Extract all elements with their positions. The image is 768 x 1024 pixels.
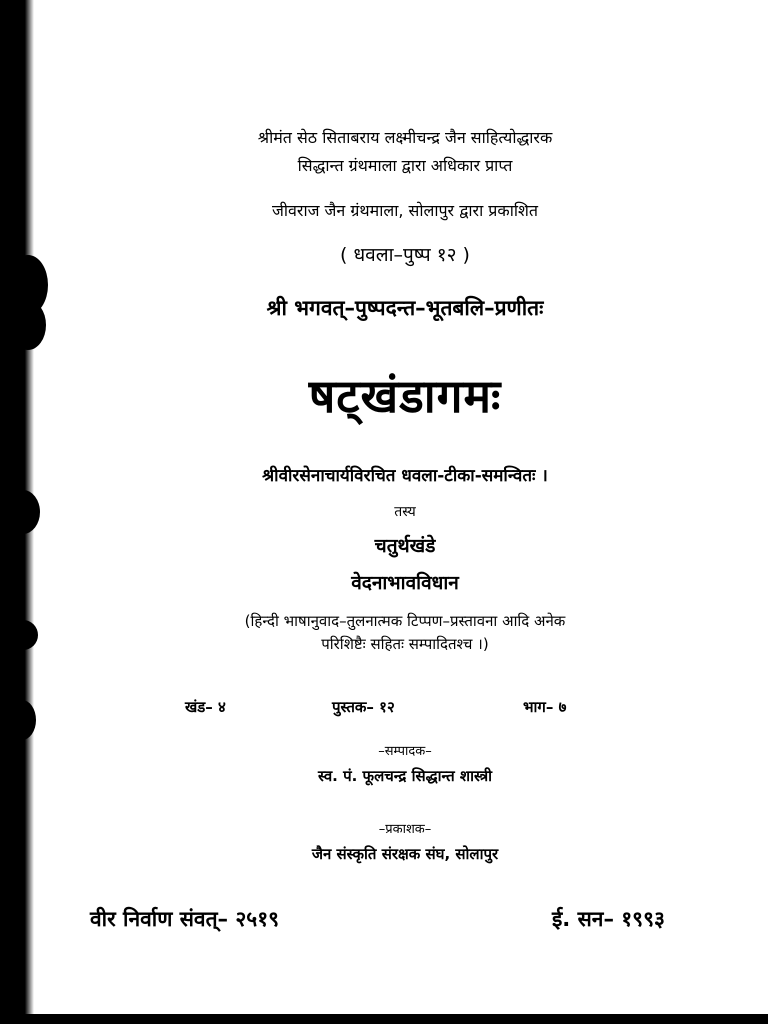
publisher-name: जैन संस्कृति संरक्षक संघ, सोलापुर (311, 845, 499, 863)
scan-ink-blot (8, 620, 38, 650)
publication-line-2: सिद्धान्त ग्रंथमाला द्वारा अधिकार प्राप्त (297, 156, 513, 175)
tasya-text: तस्य (394, 504, 416, 520)
series-label: ( धवला–पुष्प १२ ) (340, 244, 470, 266)
volume-khand: खंड– ४ (185, 698, 226, 716)
notes-line-1: (हिन्दी भाषानुवाद–तुलनात्मक टिप्पण–प्रस्तावना आदि अनेक (244, 612, 566, 630)
editor-label: –सम्पादक– (378, 744, 432, 759)
isvi-year: ई. सन– १९९३ (552, 907, 665, 931)
scan-ink-blot (6, 490, 40, 534)
scan-ink-blot (10, 300, 46, 350)
vir-nirvan-year: वीर निर्वाण संवत्– २५१९ (90, 907, 280, 931)
publisher-label: –प्रकाशक– (378, 822, 432, 837)
publication-line-1: श्रीमंत सेठ सिताबराय लक्ष्मीचन्द्र जैन साहित्योद्धारक (257, 128, 553, 147)
editor-name: स्व. पं. फूलचन्द्र सिद्धान्त शास्त्री (318, 767, 492, 785)
publication-line-3: जीवराज जैन ग्रंथमाला, सोलापुर द्वारा प्रकाशित (272, 201, 538, 220)
author-line: श्री भगवत्–पुष्पदन्त–भूतबलि–प्रणीतः (266, 296, 544, 320)
section-heading: वेदनाभावविधान (351, 572, 459, 594)
khand-heading: चतुर्थखंडे (374, 535, 436, 557)
commentary-line: श्रीवीरसेनाचार्यविरचित धवला-टीका-समन्वितः । (262, 466, 548, 486)
volume-bhag: भाग– ७ (523, 698, 567, 716)
scan-bottom-edge (0, 1014, 768, 1024)
scan-ink-blot (8, 700, 36, 740)
book-title: षट्खंडागमः (308, 369, 502, 423)
volume-pustak: पुस्तक– १२ (332, 698, 395, 716)
notes-line-2: परिशिष्टैः सहितः सम्पादितश्च ।) (321, 635, 489, 653)
